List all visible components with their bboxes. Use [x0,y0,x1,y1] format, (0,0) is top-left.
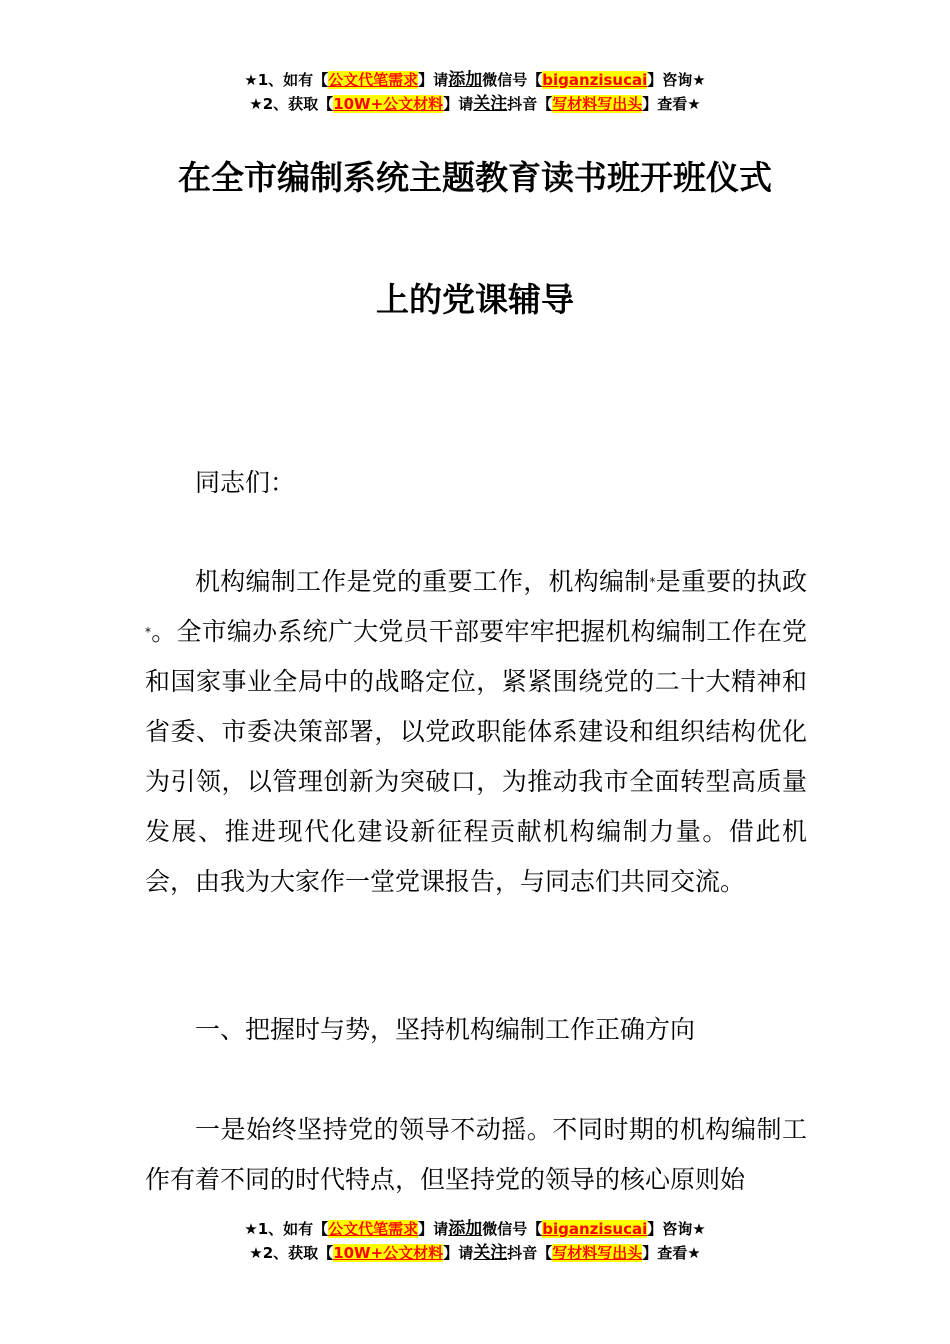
banner-line-2 [0,1241,950,1265]
section-heading-1: 一、把握时与势，坚持机构编制工作正确方向 [195,1015,696,1044]
banner-text: ★2、获取【 [249,1244,334,1262]
banner-text: 】咨询★ [647,1220,706,1238]
banner-line-1 [0,68,950,92]
banner-text: 】请 [443,95,474,113]
banner-underline: 关注 [473,1243,508,1263]
banner-text: 抖音【 [507,95,553,113]
banner-highlight: 写材料写出头 [552,1244,643,1262]
banner-highlight: biganzisucai [542,71,648,89]
banner-highlight: 10W+公文材料 [333,95,444,113]
paragraph-1 [145,557,807,907]
redaction-mark: * [649,575,656,589]
banner-text: 】请 [418,1220,449,1238]
document-title-line-2: 上的党课辅导 [376,280,574,319]
banner-line-2 [0,92,950,116]
banner-text: 】请 [443,1244,474,1262]
paragraph-text: 机构编制工作是党的重要工作，机构编制 [195,567,650,596]
banner-text: ★1、如有【 [244,1220,329,1238]
banner-text: ★1、如有【 [244,71,329,89]
banner-text: ★2、获取【 [249,95,334,113]
banner-text: 】请 [418,71,449,89]
banner-text: 抖音【 [507,1244,553,1262]
greeting: 同志们： [195,468,296,497]
banner-text: 】查看★ [642,1244,701,1262]
banner-text: 】查看★ [642,95,701,113]
footer-banner [0,1217,950,1265]
banner-line-1 [0,1217,950,1241]
banner-underline: 添加 [448,1219,483,1239]
banner-underline: 添加 [448,70,483,90]
banner-text: 】咨询★ [647,71,706,89]
document-title-line-1: 在全市编制系统主题教育读书班开班仪式 [178,158,772,197]
paragraph-text: 是重要的执政 [655,567,807,596]
paragraph-text: 。全市编办系统广大党员干部要牢牢把握机构编制工作在党和国家事业全局中的战略定位，紧紧围绕党的二十大精神和省委、市委决策部署，以党政职能体系建设和组织结构优化为引领，以管理创新为突破口，为推动我市全面转型高质量发展、推进现代化建设新征程贡献机构编制力量。借此机会，由我为大家作一堂党课报告，与同志们共同交流。 [145,617,807,896]
redaction-mark: * [145,625,151,639]
paragraph-2: 一是始终坚持党的领导不动摇。不同时期的机构编制工作有着不同的时代特点，但坚持党的领导的核心原则始 [145,1115,807,1194]
banner-underline: 关注 [473,94,508,114]
banner-highlight: 10W+公文材料 [333,1244,444,1262]
header-banner [0,68,950,116]
banner-text: 微信号【 [482,1220,543,1238]
banner-highlight: 公文代笔需求 [328,1220,419,1238]
banner-highlight: biganzisucai [542,1220,648,1238]
banner-highlight: 写材料写出头 [552,95,643,113]
banner-highlight: 公文代笔需求 [328,71,419,89]
banner-text: 微信号【 [482,71,543,89]
